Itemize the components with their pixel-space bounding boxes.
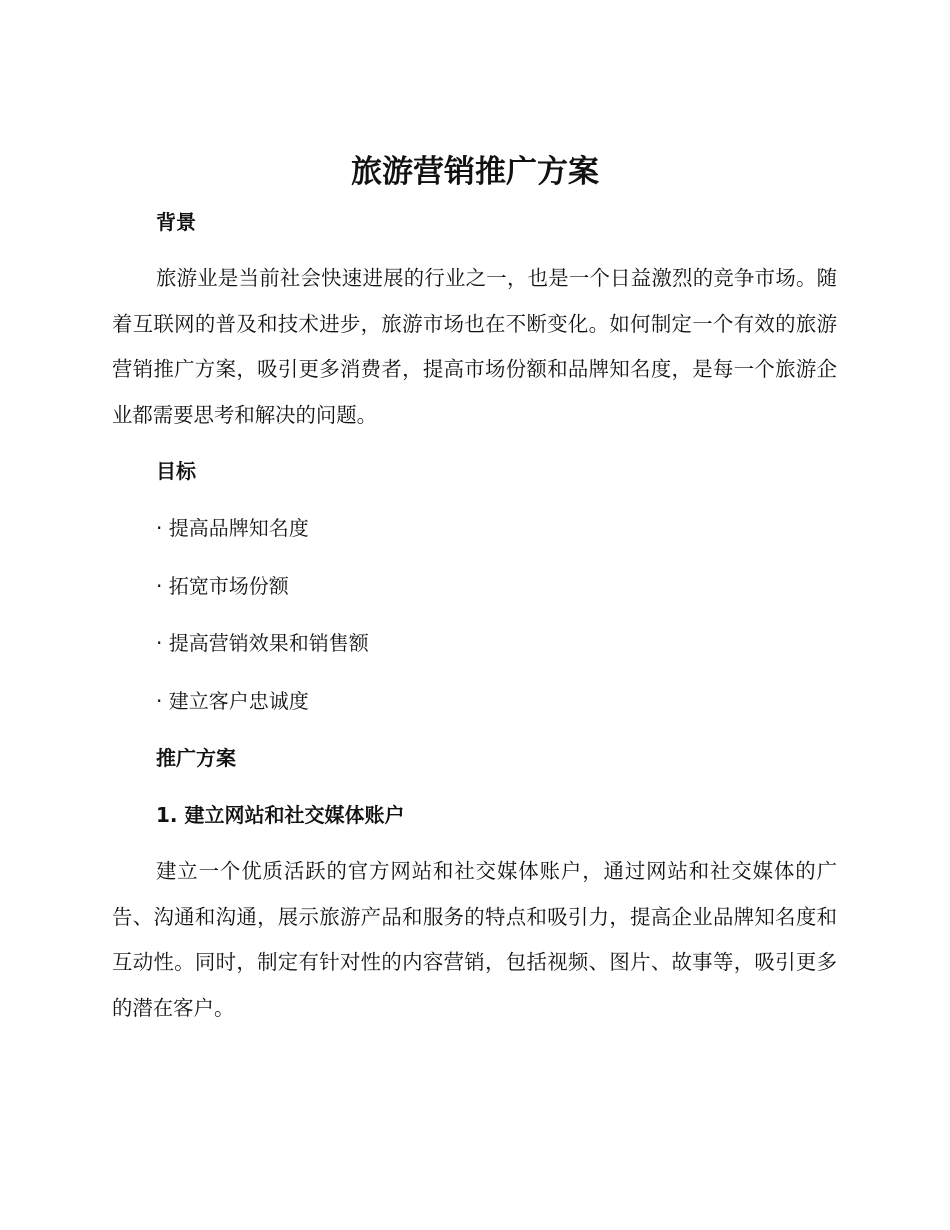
section-heading-background: 背景	[156, 210, 196, 234]
goal-item-brand-awareness: · 提高品牌知名度	[156, 516, 309, 540]
goal-item-market-share: · 拓宽市场份额	[156, 574, 289, 598]
document-title: 旅游营销推广方案	[351, 154, 599, 190]
plan-step-1-paragraph: 建立一个优质活跃的官方网站和社交媒体账户，通过网站和社交媒体的广告、沟通和沟通，展示旅游产品和服务的特点和吸引力，提高企业品牌知名度和互动性。同时，制定有针对性的内容营销，包括视频、图片、故事等，吸引更多的潜在客户。	[112, 859, 837, 1020]
section-heading-goals: 目标	[156, 459, 196, 483]
goal-item-marketing-sales: · 提高营销效果和销售额	[156, 631, 369, 655]
goal-item-customer-loyalty: · 建立客户忠诚度	[156, 689, 309, 713]
plan-step-1-heading: 1. 建立网站和社交媒体账户	[156, 803, 405, 827]
section-heading-plan: 推广方案	[156, 746, 236, 770]
background-paragraph: 旅游业是当前社会快速进展的行业之一，也是一个日益激烈的竞争市场。随着互联网的普及和技术进步，旅游市场也在不断变化。如何制定一个有效的旅游营销推广方案，吸引更多消费者，提高市场份额和品牌知名度，是每一个旅游企业都需要思考和解决的问题。	[112, 266, 837, 427]
